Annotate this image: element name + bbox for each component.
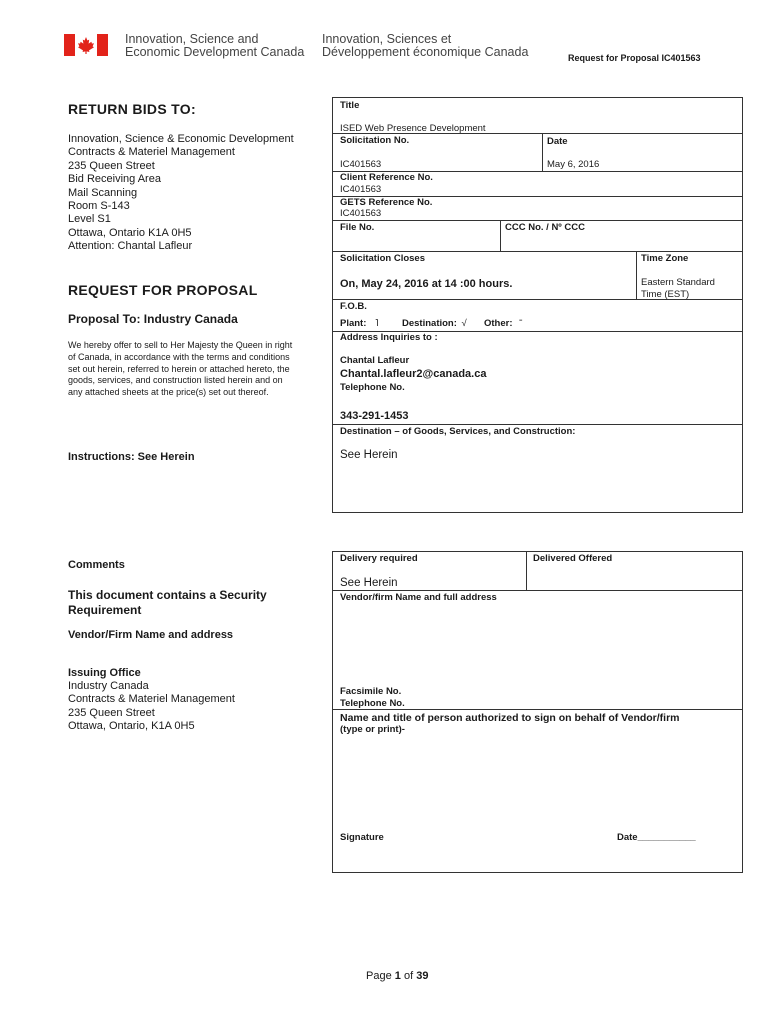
address-line: Bid Receiving Area bbox=[68, 173, 161, 186]
solicitation-closes-label: Solicitation Closes bbox=[340, 253, 425, 264]
signature-date-blank[interactable]: ___________ bbox=[637, 832, 696, 843]
fob-destination bbox=[402, 318, 467, 329]
plant-label: Plant: bbox=[340, 318, 367, 329]
department-name-english bbox=[125, 33, 304, 59]
return-address bbox=[68, 133, 294, 254]
page-current: 1 bbox=[394, 970, 401, 982]
offer-line: We hereby offer to sell to Her Majesty the Queen in right bbox=[68, 340, 293, 350]
time-zone-value bbox=[641, 277, 715, 301]
vendor-label: Vendor/firm Name and full address bbox=[340, 592, 497, 603]
gets-ref-value: IC401563 bbox=[340, 208, 382, 219]
destination-label: Destination: bbox=[402, 318, 457, 329]
title-label: Title bbox=[340, 100, 360, 111]
proposal-to: Proposal To: Industry Canada bbox=[68, 312, 238, 326]
destination-checkbox[interactable]: √ bbox=[461, 318, 467, 329]
page-prefix: Page bbox=[366, 970, 392, 982]
signature-date-label: Date bbox=[617, 832, 638, 843]
authorized-person-label: Name and title of person authorized to sign on behalf of Vendor/firm bbox=[340, 712, 680, 724]
plant-checkbox[interactable]: ˥ bbox=[375, 318, 379, 329]
telephone-value: 343-291-1453 bbox=[340, 410, 409, 422]
offer-line: goods, services, and construction listed herein and on bbox=[68, 375, 283, 386]
client-ref-label: Client Reference No. bbox=[340, 172, 433, 183]
other-checkbox[interactable]: ˉ bbox=[519, 318, 523, 329]
office-line: Industry Canada bbox=[68, 680, 149, 692]
signature-label: Signature bbox=[340, 832, 384, 843]
page-number bbox=[366, 970, 428, 982]
rfp-title: REQUEST FOR PROPOSAL bbox=[68, 282, 258, 298]
security-requirement bbox=[68, 588, 267, 618]
type-or-print: (type or print)- bbox=[340, 724, 405, 735]
offer-line: any attached sheets at the price(s) set out thereof. bbox=[68, 387, 269, 398]
department-name-french bbox=[322, 33, 528, 59]
offer-line: set out herein, referred to herein or attached hereto, the bbox=[68, 363, 290, 374]
date-value: May 6, 2016 bbox=[547, 159, 600, 170]
address-line: Innovation, Science & Economic Development bbox=[68, 133, 294, 145]
office-line: Contracts & Materiel Management bbox=[68, 693, 235, 706]
issuing-office-address bbox=[68, 680, 235, 734]
address-line: Room S-143 bbox=[68, 200, 130, 213]
file-no-label: File No. bbox=[340, 222, 375, 233]
dept-en-line2: Economic Development Canada bbox=[125, 45, 305, 59]
telephone-label: Telephone No. bbox=[340, 382, 405, 393]
other-label: Other: bbox=[484, 318, 513, 329]
vendor-name-address-label: Vendor/Firm Name and address bbox=[68, 629, 234, 641]
delivered-offered-label: Delivered Offered bbox=[533, 553, 613, 564]
contact-email[interactable]: Chantal.lafleur2@canada.ca bbox=[340, 368, 487, 380]
offer-line: of Canada, in accordance with the terms and conditions bbox=[68, 351, 290, 362]
instructions: Instructions: See Herein bbox=[68, 451, 195, 463]
facsimile-label: Facsimile No. bbox=[340, 686, 402, 697]
time-zone-line: Eastern Standard bbox=[641, 277, 715, 288]
solicitation-no-value: IC401563 bbox=[340, 159, 382, 170]
contact-name: Chantal Lafleur bbox=[340, 355, 410, 366]
issuing-office-title: Issuing Office bbox=[68, 667, 141, 679]
security-line: Requirement bbox=[68, 603, 142, 617]
return-bids-title: RETURN BIDS TO: bbox=[68, 101, 196, 117]
address-line: Ottawa, Ontario K1A 0H5 bbox=[68, 226, 192, 239]
dept-en-line1: Innovation, Science and bbox=[125, 32, 259, 46]
address-line: Contracts & Materiel Management bbox=[68, 146, 235, 159]
address-line: Level S1 bbox=[68, 213, 111, 226]
address-inquiries-label: Address Inquiries to : bbox=[340, 332, 438, 343]
closes-value: On, May 24, 2016 at 14 :00 hours. bbox=[340, 278, 513, 290]
delivery-required-label: Delivery required bbox=[340, 553, 418, 564]
offer-text bbox=[68, 340, 292, 399]
client-ref-value: IC401563 bbox=[340, 184, 382, 195]
address-line: 235 Queen Street bbox=[68, 159, 155, 172]
address-line: Mail Scanning bbox=[68, 186, 138, 199]
destination-goods-label: Destination – of Goods, Services, and Construction: bbox=[340, 426, 576, 437]
gets-ref-label: GETS Reference No. bbox=[340, 197, 433, 208]
ccc-label: CCC No. / Nº CCC bbox=[505, 222, 585, 233]
address-line: Attention: Chantal Lafleur bbox=[68, 240, 193, 253]
delivery-value: See Herein bbox=[340, 577, 398, 589]
rfp-number: Request for Proposal IC401563 bbox=[568, 53, 701, 63]
telephone2-label: Telephone No. bbox=[340, 698, 405, 709]
fob-plant bbox=[340, 318, 379, 329]
page-total: 39 bbox=[416, 970, 429, 982]
office-line: Ottawa, Ontario, K1A 0H5 bbox=[68, 720, 195, 733]
fob-label: F.O.B. bbox=[340, 301, 367, 312]
comments-label: Comments bbox=[68, 559, 125, 571]
fob-other bbox=[484, 318, 522, 329]
security-line: This document contains a Security bbox=[68, 588, 267, 602]
page-of: of bbox=[403, 970, 414, 982]
dept-fr-line1: Innovation, Sciences et bbox=[322, 32, 452, 46]
date-label: Date bbox=[547, 136, 568, 147]
canada-flag-logo bbox=[64, 34, 108, 56]
destination-goods-value: See Herein bbox=[340, 449, 398, 461]
time-zone-label: Time Zone bbox=[641, 253, 689, 264]
time-zone-line: Time (EST) bbox=[641, 289, 690, 300]
signature-date bbox=[617, 832, 696, 843]
office-line: 235 Queen Street bbox=[68, 706, 155, 719]
dept-fr-line2: Développement économique Canada bbox=[322, 45, 529, 59]
title-value: ISED Web Presence Development bbox=[340, 123, 486, 134]
solicitation-no-label: Solicitation No. bbox=[340, 135, 410, 146]
